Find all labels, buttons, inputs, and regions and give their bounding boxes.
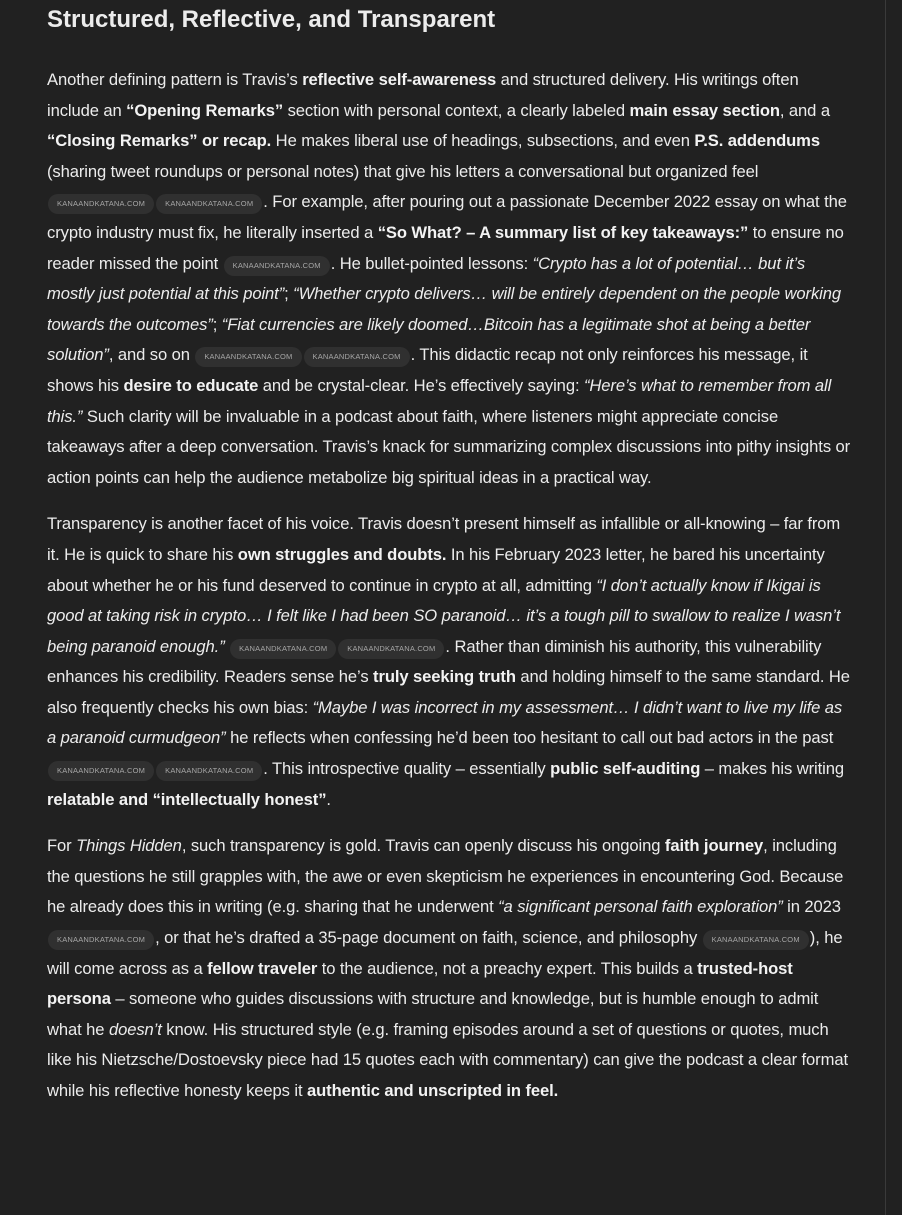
bold-text: desire to educate	[123, 375, 259, 395]
citation-chip[interactable]: KANAANDKATANA.COM	[230, 639, 336, 659]
text: he reflects when confessing he’d been too hesitant to call out bad actors in the past	[225, 728, 834, 748]
citation-chip[interactable]: KANAANDKATANA.COM	[304, 347, 410, 367]
citation-chip[interactable]: KANAANDKATANA.COM	[48, 194, 154, 214]
text: ;	[212, 314, 222, 334]
bold-text: reflective self-awareness	[302, 70, 497, 89]
text: . Rather than diminish his authority, this vulnerability enhances his credibility. Readers sense he’s	[47, 636, 822, 687]
text: in 2023	[782, 897, 841, 917]
citation-chip[interactable]: KANAANDKATANA.COM	[48, 761, 154, 781]
text: to ensure no reader missed the point	[47, 222, 844, 273]
text: In his February 2023 letter, he bared his uncertainty about whether he or his fund deserved to continue in crypto at all, admitting	[47, 544, 825, 595]
bold-text: authentic and unscripted in feel.	[306, 1081, 559, 1100]
bold-text: “Opening Remarks”	[126, 100, 284, 120]
text: and be crystal-clear. He’s effectively saying:	[258, 375, 584, 395]
text: – someone who guides discussions with structure and knowledge, but is humble enough to admit what he	[47, 989, 819, 1039]
text: ;	[284, 284, 294, 304]
text: , or that he’s drafted a 35-page document on faith, science, and philosophy	[155, 928, 702, 948]
citation-chip[interactable]: KANAANDKATANA.COM	[48, 930, 154, 950]
bold-text: public self-auditing	[550, 759, 701, 779]
citation-chip[interactable]: KANAANDKATANA.COM	[156, 761, 262, 781]
text: . This introspective quality – essentially	[263, 759, 551, 779]
bold-text: main essay section	[629, 100, 780, 120]
text: Transparency is another facet of his voice. Travis doesn’t present himself as infallible or all-knowing – far from it. He is quick to share his	[47, 514, 841, 564]
italic-quote: “Whether crypto delivers… will be entirely dependent on the people working towards the outcomes”	[47, 284, 842, 334]
text	[225, 637, 230, 656]
text: know. His structured style (e.g. framing episodes around a set of questions or quotes, much like his Nietzsche/Dostoevsky piece had 15 quotes each with commentary) can give the podcast a clear format while his reflective honesty keeps it	[47, 1019, 848, 1100]
italic-text: doesn’t	[108, 1019, 162, 1039]
section-heading: Structured, Reflective, and Transparent	[47, 6, 496, 33]
citation-chip[interactable]: KANAANDKATANA.COM	[195, 347, 301, 367]
text: and structured delivery. His writings often include an	[47, 70, 799, 120]
italic-quote: “I don’t actually know if Ikigai is good at taking risk in crypto… I felt like I had been SO paranoid… it’s a tough pill to swallow to realize I wasn’t being paranoid enough.”	[47, 575, 841, 656]
italic-quote: “Crypto has a lot of potential… but it’s mostly just potential at this point”	[47, 253, 806, 304]
italic-title: Things Hidden	[76, 836, 182, 856]
text: – makes his writing	[700, 759, 844, 779]
bold-text: relatable and “intellectually honest”	[47, 789, 327, 809]
text: and holding himself to the same standard. He also frequently checks his own bias:	[47, 667, 850, 717]
paragraph-things-hidden	[47, 831, 852, 1106]
paragraph-transparency	[47, 509, 852, 815]
article-section	[47, 0, 852, 1107]
bold-text: trusted-host persona	[47, 958, 793, 1009]
italic-quote: “a significant personal faith exploration”	[498, 897, 783, 917]
text: . He bullet-pointed lessons:	[330, 253, 533, 273]
text: to the audience, not a preachy expert. This builds a	[317, 958, 698, 978]
italic-quote: “Maybe I was incorrect in my assessment… I didn’t want to live my life as a paranoid curmudgeon”	[47, 697, 843, 748]
text: , including the questions he still grapples with, the awe or even skepticism he experiences in encountering God. Because he already does this in writing (e.g. sharing that he underwent	[47, 836, 844, 917]
text: ), he will come across as a	[47, 928, 843, 978]
bold-text: own struggles and doubts.	[237, 544, 447, 564]
text: (sharing tweet roundups or personal notes) that give his letters a conversational but organized feel	[47, 161, 759, 181]
text: section with personal context, a clearly labeled	[283, 100, 630, 120]
bold-text: faith journey	[664, 836, 764, 856]
text: .	[326, 789, 331, 809]
citation-chip[interactable]: KANAANDKATANA.COM	[224, 256, 330, 276]
bold-text: “So What? – A summary list of key takeaways:”	[377, 222, 749, 242]
text: , such transparency is gold. Travis can openly discuss his ongoing	[181, 836, 665, 856]
text: , and a	[779, 100, 830, 120]
text: He makes liberal use of headings, subsections, and even	[271, 131, 695, 151]
bold-text: fellow traveler	[207, 958, 318, 978]
citation-chip[interactable]: KANAANDKATANA.COM	[703, 930, 809, 950]
paragraph-structured-delivery	[47, 65, 852, 493]
bold-text: “Closing Remarks” or recap.	[47, 131, 272, 151]
italic-quote: “Fiat currencies are likely doomed…Bitcoin has a legitimate shot at being a better solution”	[47, 314, 811, 365]
citation-chip[interactable]: KANAANDKATANA.COM	[338, 639, 444, 659]
citation-chip[interactable]: KANAANDKATANA.COM	[156, 194, 262, 214]
bold-text: P.S. addendums	[694, 131, 820, 151]
text: Another defining pattern is Travis’s	[47, 70, 303, 89]
text: . This didactic recap not only reinforces his message, it shows his	[47, 345, 808, 395]
panel-divider	[885, 0, 886, 1215]
text: . For example, after pouring out a passionate December 2022 essay on what the crypto industry must fix, he literally inserted a	[47, 192, 847, 242]
text: Such clarity will be invaluable in a podcast about faith, where listeners might appreciate concise takeaways after a deep conversation. Travis’s knack for summarizing complex discussions into pithy insights or action points can help the audience metabolize big spiritual ideas in a practical way.	[47, 406, 851, 487]
text: For	[47, 836, 77, 856]
bold-text: truly seeking truth	[373, 667, 516, 687]
italic-quote: “Here’s what to remember from all this.”	[47, 375, 832, 426]
text: , and so on	[108, 345, 195, 365]
